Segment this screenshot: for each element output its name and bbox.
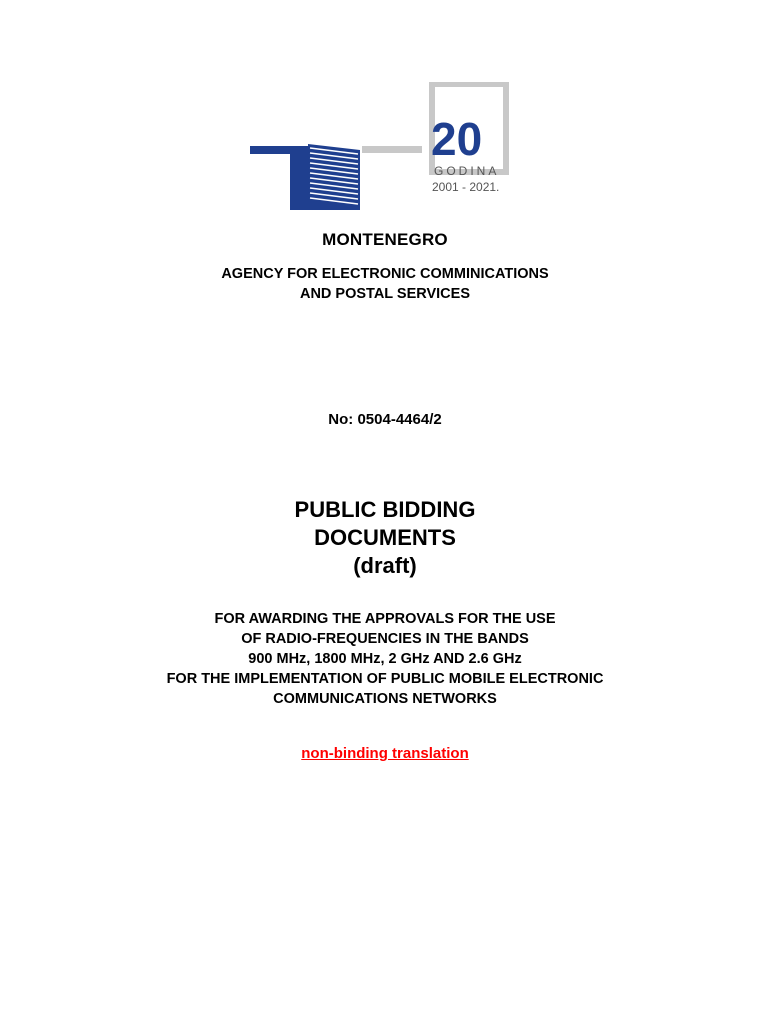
agency-logo <box>250 82 520 217</box>
agency-line: AGENCY FOR ELECTRONIC COMMINICATIONS <box>221 266 549 282</box>
title-line: (draft) <box>353 553 417 578</box>
document-number: No: 0504-4464/2 <box>328 411 442 428</box>
title-line: PUBLIC BIDDING <box>294 497 476 522</box>
document-subtitle <box>0 609 770 709</box>
document-title <box>0 496 770 580</box>
subtitle-line: COMMUNICATIONS NETWORKS <box>273 691 497 707</box>
subtitle-line: 900 MHz, 1800 MHz, 2 GHz AND 2.6 GHz <box>248 651 522 667</box>
subtitle-line: OF RADIO-FREQUENCIES IN THE BANDS <box>241 631 529 647</box>
anniversary-number: 20 <box>431 113 483 165</box>
agency-name <box>0 264 770 304</box>
subtitle-line: FOR THE IMPLEMENTATION OF PUBLIC MOBILE ELECTRONIC <box>166 671 604 687</box>
anniversary-word: GODINA <box>434 164 500 178</box>
translation-note: non-binding translation <box>301 745 469 762</box>
country-heading: MONTENEGRO <box>322 230 448 249</box>
subtitle-line: FOR AWARDING THE APPROVALS FOR THE USE <box>214 611 556 627</box>
agency-line: AND POSTAL SERVICES <box>299 286 470 302</box>
title-line: DOCUMENTS <box>314 525 456 550</box>
connector-bar <box>362 146 422 153</box>
anniversary-years: 2001 - 2021. <box>432 180 500 194</box>
emblem-stem <box>290 146 308 210</box>
